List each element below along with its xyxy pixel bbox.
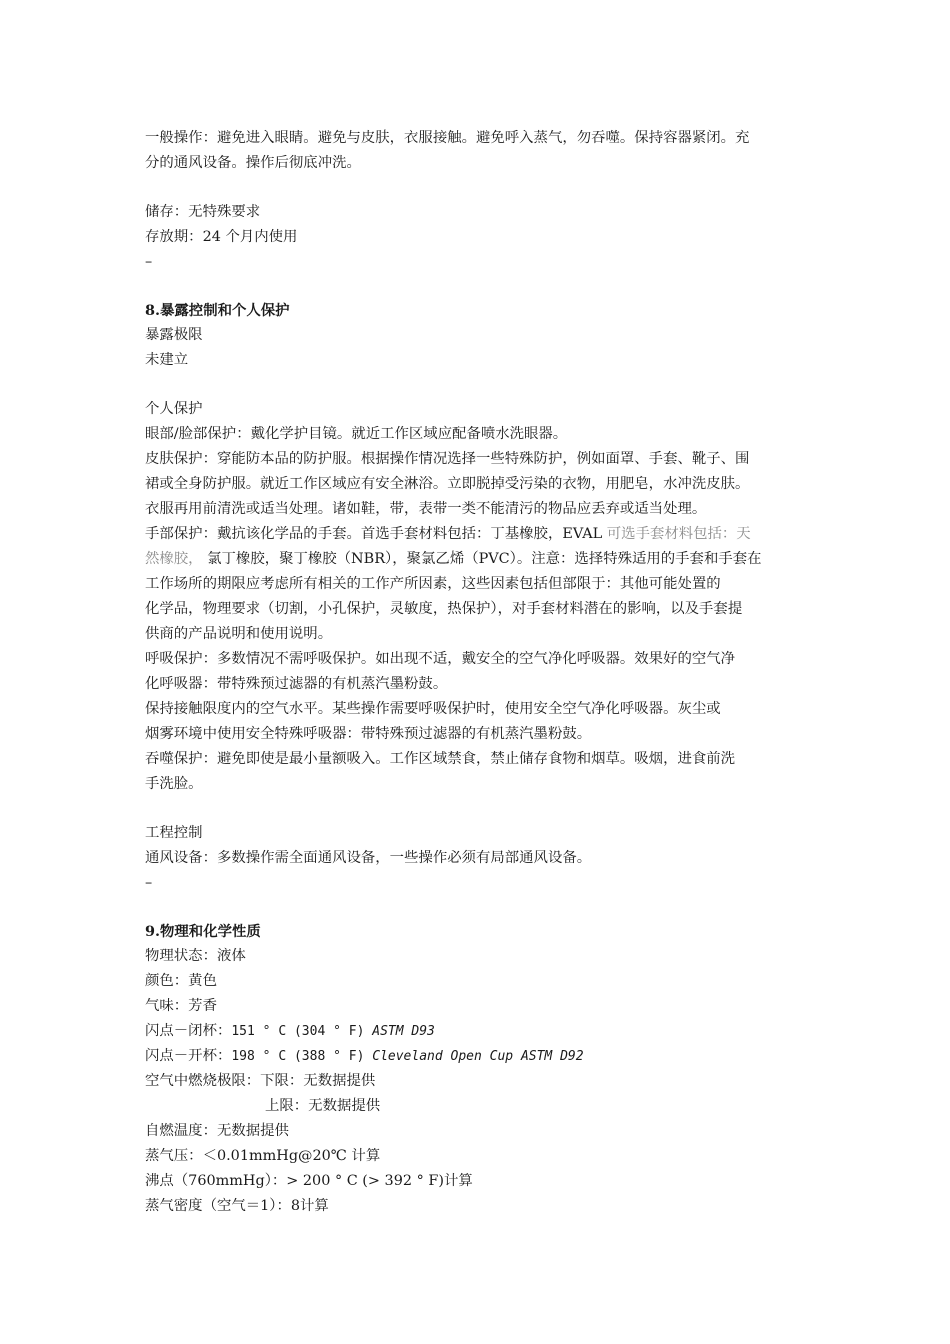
respiratory-line-2: 化呼吸器：带特殊预过滤器的有机蒸汽墨粉鼓。 — [145, 676, 448, 692]
flammability-lower: 空气中燃烧极限：下限：无数据提供 — [145, 1073, 376, 1089]
flash-point-open — [145, 1044, 825, 1069]
personal-protection-heading: 个人保护 — [145, 401, 203, 417]
odor-property: 气味：芳香 — [145, 998, 217, 1014]
exposure-limits-value: 未建立 — [145, 352, 189, 368]
section-separator: – — [145, 254, 153, 270]
hand-protection-alternative: 可选手套材料包括：天 — [606, 526, 751, 542]
hand-protection-preferred: 手部保护：戴抗该化学品的手套。首选手套材料包括：丁基橡胶，EVAL — [145, 526, 607, 542]
section-separator: – — [145, 875, 153, 891]
flash-open-value: 198 ° C (388 ° F) — [231, 1049, 373, 1064]
shelf-life-text: 存放期：24 个月内使用 — [145, 229, 298, 245]
ingestion-line-2: 手洗脸。 — [145, 776, 203, 792]
ventilation-text: 通风设备：多数操作需全面通风设备，一些操作必须有局部通风设备。 — [145, 850, 592, 866]
flash-open-method: Cleveland Open Cup ASTM D92 — [372, 1049, 584, 1064]
flash-closed-label: 闪点－闭杯： — [145, 1023, 232, 1039]
flash-closed-method: ASTM D93 — [372, 1024, 435, 1039]
hand-protection-line-2 — [145, 547, 825, 572]
respiratory-line-1: 呼吸保护：多数情况不需呼吸保护。如出现不适，戴安全的空气净化呼吸器。效果好的空气净 — [145, 651, 736, 667]
exposure-limits-heading: 暴露极限 — [145, 327, 203, 343]
ingestion-line-1: 吞噬保护：避免即使是最小量额吸入。工作区域禁食，禁止储存食物和烟草。吸烟，进食前洗 — [145, 751, 736, 767]
autoignition-temperature: 自燃温度：无数据提供 — [145, 1123, 289, 1139]
document-body — [145, 126, 825, 1219]
flash-point-closed — [145, 1019, 825, 1044]
boiling-point: 沸点（760mmHg）：> 200 ° C (> 392 ° F)计算 — [145, 1173, 473, 1189]
hand-protection-materials: 氯丁橡胶，聚丁橡胶（NBR），聚氯乙烯（PVC）。注意：选择特殊适用的手套和手套在 — [202, 551, 762, 567]
respiratory-line-3: 保持接触限度内的空气水平。某些操作需要呼吸保护时，使用安全空气净化呼吸器。灰尘或 — [145, 701, 721, 717]
general-handling-line-1: 一般操作：避免进入眼睛。避免与皮肤，衣服接触。避免呼入蒸气，勿吞噬。保持容器紧闭。充 — [145, 130, 750, 146]
skin-protection-line-3: 衣服再用前清洗或适当处理。诸如鞋，带，表带一类不能清污的物品应丢弃或适当处理。 — [145, 501, 707, 517]
color-property: 颜色：黄色 — [145, 973, 217, 989]
engineering-controls-heading: 工程控制 — [145, 825, 203, 841]
skin-protection-line-1: 皮肤保护：穿能防本品的防护服。根据操作情况选择一些特殊防护，例如面罩、手套、靴子、围 — [145, 451, 750, 467]
hand-protection-line-3: 工作场所的期限应考虑所有相关的工作产所因素，这些因素包括但部限于：其他可能处置的 — [145, 576, 721, 592]
section-8-title: 8.暴露控制和个人保护 — [145, 302, 290, 319]
flash-closed-value: 151 ° C (304 ° F) — [231, 1024, 373, 1039]
hand-protection-alternative-cont: 然橡胶， — [145, 551, 203, 567]
vapor-density: 蒸气密度（空气＝1）：8计算 — [145, 1198, 329, 1214]
physical-state: 物理状态：液体 — [145, 948, 246, 964]
section-9-title: 9.物理和化学性质 — [145, 923, 261, 940]
skin-protection-line-2: 裙或全身防护服。就近工作区域应有安全淋浴。立即脱掉受污染的衣物，用肥皂，水冲洗皮肤。 — [145, 476, 750, 492]
hand-protection-line-1 — [145, 522, 825, 547]
vapor-pressure: 蒸气压：＜0.01mmHg@20℃ 计算 — [145, 1148, 381, 1164]
hand-protection-line-5: 供商的产品说明和使用说明。 — [145, 626, 333, 642]
hand-protection-line-4: 化学品，物理要求（切割，小孔保护，灵敏度，热保护），对手套材料潜在的影响，以及手套提 — [145, 601, 743, 617]
flammability-upper: 上限：无数据提供 — [265, 1098, 381, 1114]
respiratory-line-4: 烟雾环境中使用安全特殊呼吸器：带特殊预过滤器的有机蒸汽墨粉鼓。 — [145, 726, 592, 742]
eye-protection-text: 眼部/脸部保护：戴化学护目镜。就近工作区域应配备喷水洗眼器。 — [145, 426, 568, 442]
flash-open-label: 闪点－开杯： — [145, 1048, 232, 1064]
storage-text: 储存：无特殊要求 — [145, 204, 261, 220]
general-handling-line-2: 分的通风设备。操作后彻底冲洗。 — [145, 155, 361, 171]
